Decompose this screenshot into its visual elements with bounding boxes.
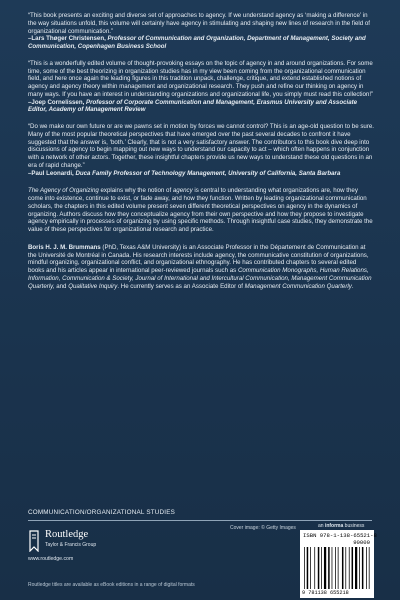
informa-business <box>318 523 364 529</box>
quote-affiliation: Professor of Corporate Communication and Management, Erasmus University and Associate Editor, Academy of Management Review <box>28 98 358 114</box>
barcode-bar <box>355 547 357 589</box>
barcode-bar <box>366 547 367 589</box>
quote-affiliation: Duca Family Professor of Technology Management, University of California, Santa Barbara <box>75 169 341 177</box>
book-description <box>28 187 374 234</box>
author-bio <box>28 244 374 291</box>
endorsement-quote <box>28 60 374 114</box>
isbn-number: ISBN 978-1-138-65521-8 <box>303 532 377 539</box>
barcode-bar <box>307 547 309 589</box>
barcode-bar <box>362 547 364 589</box>
barcode-bar <box>349 547 350 589</box>
barcode-bar <box>328 547 330 589</box>
barcode-bar <box>345 547 346 589</box>
barcode-bar <box>318 547 320 589</box>
publisher-url: www.routledge.com <box>28 556 74 562</box>
barcode-number: 9 781138 655218 <box>302 590 349 596</box>
author-name: Boris H. J. M. Brummans <box>28 243 101 251</box>
barcode-bar <box>304 547 305 589</box>
barcode-bar <box>321 547 322 589</box>
routledge-logo-icon <box>28 530 40 552</box>
bio-text: and <box>54 282 69 290</box>
quote-author: –Lars Thøger Christensen, <box>28 35 106 43</box>
quote-author: –Joep Cornelissen, <box>28 98 85 106</box>
quote-author: –Paul Leonardi, <box>28 169 74 177</box>
informa-brand: informa <box>324 523 344 529</box>
endorsement-quote <box>28 123 374 177</box>
barcode-bar <box>338 547 339 589</box>
barcode-bar <box>310 547 311 589</box>
divider <box>28 520 372 521</box>
price-code: 90000 <box>353 539 370 546</box>
endorsement-quote <box>28 12 374 51</box>
cover-text <box>28 12 374 290</box>
cover-credit: Cover image: © Getty Images <box>230 525 296 531</box>
quote-attribution <box>28 170 374 178</box>
barcode-bar <box>314 547 315 589</box>
isbn-barcode <box>300 530 377 598</box>
quote-attribution <box>28 99 374 115</box>
quote-affiliation: Professor of Communication and Organization, Department of Management, Society and Communication, Copenhagen Business School <box>28 35 366 50</box>
bio-text: . He currently serves as an Associate Editor of <box>117 282 245 290</box>
quote-text: “Do we make our own future or are we pawns set in motion by forces we cannot control? This is an age-old question to be sure. Many of the most popular theoretical perspectives that have emerged over the past several decades to confront it have suggested that the answer is, ‘both.’ Clearly, that is not a very satisfactory answer. The contributors to this book dive deep into discussions of agency to begin mapping out new ways to understand our capacity to act – which often happens in conjunction with a network of other actors. Together, these insightful chapters provide us new ways to understand these old questions in an era of rapid change.” <box>28 123 374 169</box>
bio-journals: Management Communication Quarterly <box>244 282 352 290</box>
barcode-bar <box>332 547 333 589</box>
barcode-bar <box>352 547 354 589</box>
barcode-bar <box>335 547 336 589</box>
barcode-icon <box>304 547 370 589</box>
description-text: is central to understanding what organizations are, how they come into existence, continue to exist, or fade away, and how they function. Written by leading organizational communication scholars, the chapters in this edited volume present seven different theoretical perspectives on agency in the dynamics of organizing. Authors discuss how they conceptualize agency from their own perspective and how they propose to investigate agency empirically in processes of organizing by using specific methods. Through insightful case studies, they demonstrate the value of these perspectives for organizational research and practice. <box>28 187 373 233</box>
bio-journals: Qualitative Inquiry <box>68 282 118 290</box>
book-title: The Agency of Organizing <box>28 187 99 195</box>
barcode-bar <box>324 547 326 589</box>
barcode-bar <box>342 547 344 589</box>
ebook-note: Routledge titles are available as eBook editions in a range of digital formats <box>28 582 195 588</box>
publisher-group: Taylor & Francis Group <box>45 542 97 548</box>
publisher-name: Routledge <box>45 529 89 540</box>
description-text: explains why the notion of <box>98 187 173 195</box>
bio-text: . <box>351 282 354 290</box>
quote-text: “This book presents an exciting and diverse set of approaches to agency. If we understand agency as ‘making a difference’ in the way situations unfold, this volume will certainly have agency in stimulating and shaping new lines of research in the field of organizational communication.” <box>28 12 371 35</box>
informa-text: business <box>343 523 365 529</box>
bio-journals: Communication Monographs, Human Relations, Information, Communication & Society, Journal of International and Intercultural Communication, Management Communication Quarterly, <box>28 267 372 290</box>
subject-category: COMMUNICATION/ORGANIZATIONAL STUDIES <box>28 509 176 516</box>
quote-attribution <box>28 35 374 51</box>
informa-text: an <box>318 523 325 529</box>
publisher-logo <box>28 528 148 568</box>
bio-text: (PhD, Texas A&M University) is an Associate Professor in the Département de Communication at the Université de Montréal in Canada. His research interests include agency, the communicative constitution of organizations, mindful organizing, organizational conflict, and organizational ethnography. He has contributed chapters to several edited books and his articles appear in international peer-reviewed journals such as <box>28 243 369 274</box>
barcode-bar <box>369 547 370 589</box>
quote-text: “This is a wonderfully edited volume of thought-provoking essays on the topic of agency in and around organizations. For some time, some of the best theorizing in organization studies has in my view been coming from the organizational communication field, and here once again the leading figures in this tradition unpack, challenge, critique, and extend established notions of agency and agency theory within management and organizational research. They push and refine our thinking on agency in many ways. If you have an interest in understanding organizations and organizational life, you simply must read this collection!” <box>28 59 374 98</box>
description-emphasis: agency <box>172 187 193 195</box>
barcode-bar <box>359 547 360 589</box>
